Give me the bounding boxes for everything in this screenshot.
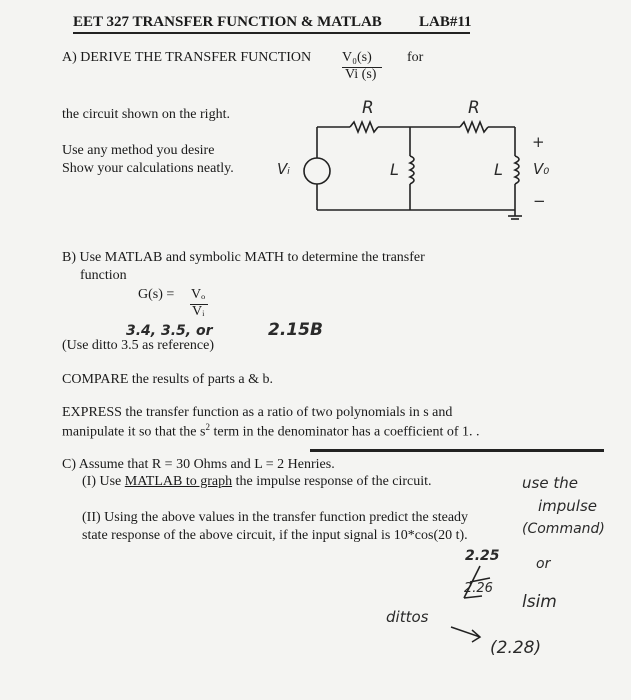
part-c-item2-line2: state response of the above circuit, if the input signal is 10*cos(20 t). [82,528,468,543]
inductor-1 [410,156,414,184]
handwritten-refs: 3.4, 3.5, or [126,323,213,339]
resistor-2 [460,122,488,132]
for-text: for [407,50,424,65]
circuit-diagram [270,90,570,230]
note-2-25: 2.25 [465,548,500,564]
express-line1: EXPRESS the transfer function as a ratio of two polynomials in s and [62,405,453,420]
resistor-1 [350,122,378,132]
express-line2: manipulate it so that the $s^2$ term in the denominator has a coefficient of 1. . [62,422,480,440]
r1-label: R [362,98,374,118]
part-c-item2-line1: (II) Using the above values in the transfer function predict the steady [82,510,469,525]
note-2-28: (2.28) [490,638,542,658]
note-or: or [536,556,551,572]
handwritten-ref-215b: 2.15B [268,320,323,340]
scribble-mark [440,560,500,610]
note-lsim: lsim [522,592,557,612]
plus-sign: + [532,133,545,151]
arrow-icon [448,622,488,644]
title-underline [73,32,470,34]
part-c-line1: C) Assume that R = 30 Ohms and L = 2 Henries. [62,457,335,472]
part-b-line1: B) Use MATLAB and symbolic MATH to determine the transfer [62,250,425,265]
l2-label: L [494,160,503,179]
vo-label: V₀ [533,160,550,178]
document-title: EET 327 TRANSFER FUNCTION & MATLAB [73,14,382,30]
minus-sign: − [533,192,546,210]
gs-numerator: Vₒ [191,287,206,302]
note-2-26: 2.26 [464,581,493,596]
inductor-2 [515,156,519,184]
gs-denominator: Vᵢ [192,304,205,319]
note-command: (Command) [522,521,605,537]
part-a-line2: Use any method you desire [62,143,215,158]
tf-denominator: Vi (s) [345,67,377,82]
r2-label: R [468,98,480,118]
part-a-line1: the circuit shown on the right. [62,107,230,122]
part-c-item1: (I) Use MATLAB to graph the impulse response of the circuit. [82,474,432,489]
ditto-line: (Use ditto 3.5 as reference) [62,338,214,353]
compare-line: COMPARE the results of parts a & b. [62,372,274,387]
note-use-the: use the [522,474,578,492]
note-dittos: dittos [386,608,429,626]
part-a-heading: A) DERIVE THE TRANSFER FUNCTION [62,50,312,65]
note-impulse: impulse [538,497,598,515]
lab-number: LAB#11 [419,14,472,30]
section-divider [310,449,604,452]
part-b-line2: function [80,268,127,283]
l1-label: L [390,160,399,179]
voltage-source [304,158,330,184]
gs-label: G(s) = [138,287,175,302]
source-label: Vᵢ [277,160,290,178]
tf-numerator: V₀(s) [342,50,372,65]
part-a-line3: Show your calculations neatly. [62,161,234,176]
